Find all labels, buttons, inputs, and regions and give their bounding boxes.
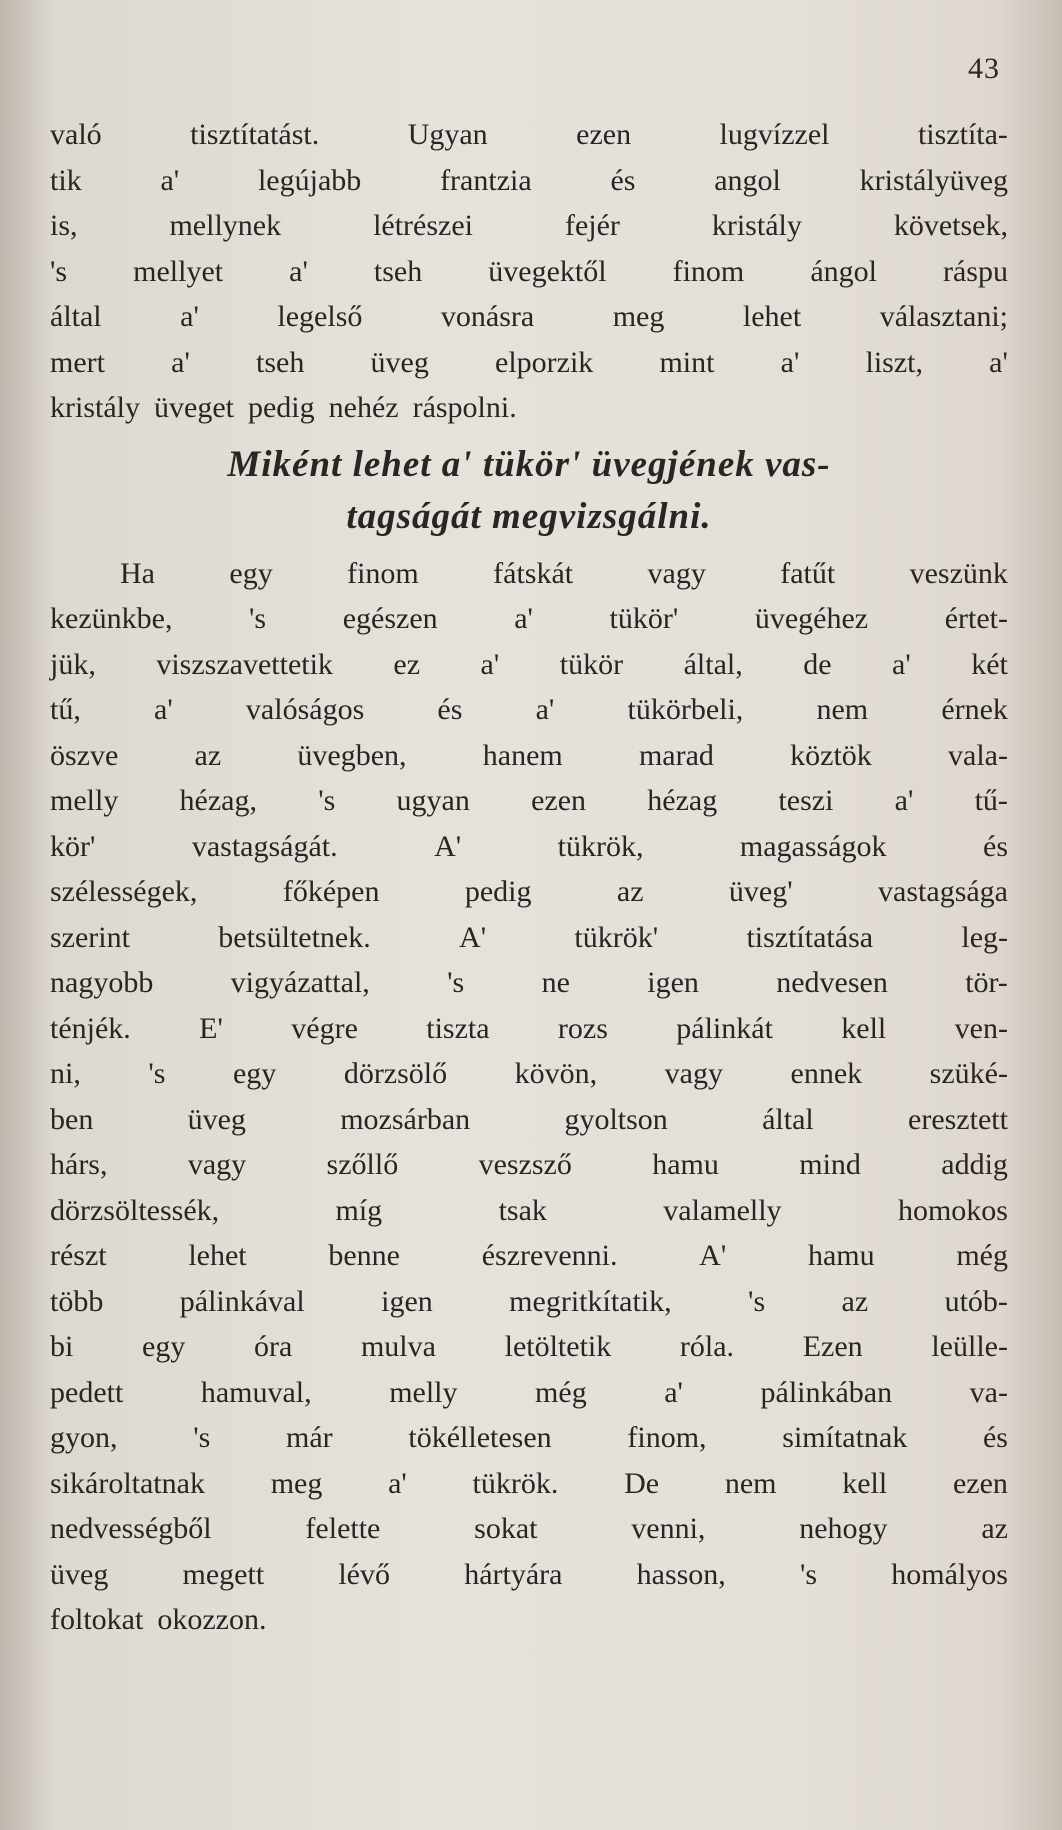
text-line: [50, 596, 1008, 642]
word: az: [841, 1284, 869, 1318]
text-line: [50, 340, 1008, 386]
word: már: [286, 1421, 333, 1454]
word: 's: [50, 254, 68, 288]
word: ni,: [50, 1057, 81, 1090]
word: Ezen: [802, 1330, 863, 1363]
word: igen: [381, 1284, 433, 1318]
word: A': [699, 1239, 727, 1272]
word: de: [803, 647, 832, 681]
word: által,: [683, 647, 743, 681]
word: követsek,: [893, 209, 1008, 242]
paragraph-1: [50, 112, 1008, 431]
word: liszt,: [865, 345, 924, 379]
word: rozs: [557, 1011, 608, 1045]
word: üveg: [187, 1102, 246, 1136]
word: sokat: [474, 1512, 538, 1545]
word: dörzsöltessék,: [50, 1193, 220, 1227]
word: a': [160, 163, 180, 197]
word: hézag: [647, 784, 718, 817]
word: E': [199, 1011, 223, 1045]
word: viszszavettetik: [156, 647, 333, 681]
word: mint: [659, 345, 715, 379]
word: üveget: [154, 391, 234, 424]
text-line: [50, 869, 1008, 915]
word: tisztítatást.: [190, 118, 320, 151]
word: a': [892, 647, 911, 681]
word: ezen: [952, 1466, 1008, 1500]
word: által: [762, 1102, 814, 1136]
word: benne: [328, 1239, 400, 1272]
word: hézag,: [179, 784, 257, 817]
word: ténjék.: [50, 1011, 131, 1045]
word: letöltetik: [504, 1330, 612, 1363]
word: vagy: [647, 556, 706, 590]
word: felette: [305, 1512, 381, 1545]
word: még: [535, 1375, 587, 1409]
word: hártyára: [464, 1557, 563, 1591]
word: üvegben,: [297, 738, 407, 772]
text-line: [50, 294, 1008, 340]
word: kövön,: [514, 1057, 598, 1090]
text-line: [50, 249, 1008, 295]
word: tsak: [498, 1193, 547, 1227]
word: való: [50, 118, 102, 151]
word: tükör': [609, 602, 679, 635]
text-line: [50, 1051, 1008, 1097]
word: mulva: [360, 1330, 436, 1363]
word: tseh: [256, 345, 305, 379]
word: szőllő: [326, 1148, 399, 1181]
word: homokos: [897, 1193, 1008, 1227]
text-line: [50, 960, 1008, 1006]
word: tű-: [974, 784, 1008, 817]
text-line: [50, 1142, 1008, 1188]
word: üvegéhez: [754, 602, 869, 635]
word: míg: [335, 1193, 383, 1227]
word: a': [480, 647, 500, 681]
word: ven-: [954, 1011, 1008, 1045]
word: vastagsága: [878, 875, 1008, 908]
text-line: [50, 1461, 1008, 1507]
word: 's: [800, 1557, 818, 1591]
word: öszve: [50, 738, 119, 772]
word: ez: [393, 647, 421, 681]
word: hasson,: [636, 1557, 726, 1591]
paragraph-2: [50, 551, 1008, 1643]
word: nehogy: [799, 1512, 888, 1545]
word: tseh: [373, 254, 423, 288]
word: szerint: [50, 920, 130, 954]
word: részt: [50, 1239, 107, 1272]
word: még: [956, 1239, 1008, 1272]
word: a': [388, 1466, 407, 1500]
word: a': [154, 693, 173, 726]
word: finom: [672, 254, 745, 288]
word: igen: [647, 966, 699, 999]
word: eresztett: [908, 1102, 1008, 1136]
word: 's: [148, 1057, 166, 1090]
word: hamu: [652, 1148, 719, 1181]
word: nedvességből: [50, 1512, 212, 1545]
word: a': [989, 345, 1008, 379]
word: vagy: [664, 1057, 723, 1090]
word: pedett: [50, 1375, 124, 1409]
word: az: [981, 1512, 1008, 1545]
word: nem: [816, 693, 869, 726]
word: meg: [612, 300, 665, 333]
word: legújabb: [257, 163, 362, 197]
word: magasságok: [739, 829, 887, 863]
word: A': [459, 920, 487, 954]
word: választani;: [879, 300, 1008, 333]
word: a': [180, 300, 199, 333]
text-line: [50, 158, 1008, 204]
word: tisztítatása: [746, 920, 874, 954]
word: üvegektől: [488, 254, 607, 288]
word: elporzik: [495, 345, 594, 379]
word: gyon,: [50, 1421, 118, 1454]
text-line: [50, 824, 1008, 870]
word: ugyan: [396, 784, 470, 817]
word: hamuval,: [200, 1375, 312, 1409]
word: tükör: [559, 647, 624, 681]
word: finom: [347, 556, 419, 590]
word: A': [434, 829, 462, 863]
word: köztök: [790, 738, 872, 772]
word: lévő: [338, 1557, 390, 1591]
word: és: [983, 829, 1008, 863]
word: vonásra: [440, 300, 535, 333]
text-line: [50, 1415, 1008, 1461]
word: tisztíta-: [917, 118, 1008, 151]
word: ezen: [576, 118, 632, 151]
word: vastagságát.: [191, 829, 338, 863]
word: leg-: [961, 920, 1008, 954]
word: kristályüveg: [859, 163, 1008, 197]
word: tökélletesen: [408, 1421, 552, 1454]
word: fátskát: [493, 556, 574, 590]
word: hanem: [482, 738, 563, 772]
word: tükrök,: [557, 829, 644, 863]
word: lugvízzel: [719, 118, 830, 151]
heading-line-1: Miként lehet a' tükör' üvegjének vas-: [227, 443, 831, 485]
word: óra: [253, 1330, 293, 1363]
word: értet-: [944, 602, 1008, 635]
word: vagy: [187, 1148, 247, 1181]
text-line: [50, 1370, 1008, 1416]
word: által: [50, 300, 102, 333]
word: ráspolni.: [412, 391, 517, 424]
word: egy: [232, 1057, 277, 1090]
word: Ha: [120, 556, 155, 590]
word: 's: [193, 1421, 211, 1454]
text-line: [50, 1188, 1008, 1234]
text-line: [50, 1097, 1008, 1143]
page-number: 43: [968, 52, 1000, 85]
word: tükrök': [574, 920, 659, 954]
word: ráspu: [943, 254, 1008, 288]
word: tükrök.: [472, 1466, 559, 1500]
word: melly: [389, 1375, 458, 1409]
word: foltokat: [50, 1603, 144, 1636]
word: ennek: [790, 1057, 863, 1090]
word: végre: [291, 1011, 358, 1045]
text-line: [50, 778, 1008, 824]
page-body: [50, 112, 1008, 1643]
word: legelső: [277, 300, 363, 333]
word: ezen: [531, 784, 587, 817]
word: két: [971, 647, 1008, 681]
word: angol: [714, 163, 781, 197]
word: dörzsölő: [343, 1057, 448, 1090]
word: betsültetnek.: [218, 920, 371, 954]
word: üveg: [370, 345, 429, 379]
word: a': [664, 1375, 683, 1409]
word: a': [171, 345, 190, 379]
word: sikároltatnak: [50, 1466, 205, 1500]
word: frantzia: [440, 163, 532, 197]
word: nem: [724, 1466, 777, 1500]
word: tör-: [965, 966, 1008, 999]
word: venni,: [631, 1512, 706, 1545]
text-line: [50, 1597, 1008, 1643]
word: De: [624, 1466, 660, 1500]
word: a': [894, 784, 914, 817]
word: egy: [229, 556, 273, 590]
text-line: [50, 1279, 1008, 1325]
word: mind: [799, 1148, 861, 1181]
word: pálinkában: [760, 1375, 893, 1409]
word: tükörbeli,: [627, 693, 744, 726]
word: nehéz: [328, 391, 399, 424]
word: róla.: [679, 1330, 735, 1363]
word: 's: [249, 602, 267, 635]
text-line: [50, 385, 1008, 431]
word: kell: [842, 1466, 888, 1500]
word: 's: [748, 1284, 766, 1318]
word: mellyet: [133, 254, 224, 288]
text-line: [50, 112, 1008, 158]
text-line: [50, 915, 1008, 961]
word: és: [982, 1421, 1008, 1454]
text-line: [50, 1506, 1008, 1552]
word: simítatnak: [782, 1421, 908, 1454]
text-line: [50, 642, 1008, 688]
word: valóságos: [245, 693, 365, 726]
word: pálinkát: [676, 1011, 773, 1045]
word: finom,: [627, 1421, 707, 1454]
word: megett: [182, 1557, 265, 1591]
text-line: [50, 1324, 1008, 1370]
word: veszünk: [909, 556, 1008, 590]
word: okozzon.: [157, 1603, 267, 1636]
word: leülle-: [931, 1330, 1008, 1363]
word: 's: [447, 966, 465, 999]
word: pedig: [247, 391, 315, 424]
word: bi: [50, 1330, 74, 1363]
word: létrészei: [373, 209, 473, 242]
word: szélességek,: [50, 875, 198, 908]
word: és: [610, 163, 636, 197]
word: va-: [969, 1375, 1008, 1409]
word: homályos: [891, 1557, 1008, 1591]
section-heading: [50, 439, 1008, 543]
word: marad: [638, 738, 714, 772]
word: pedig: [464, 875, 532, 908]
word: tiszta: [426, 1011, 490, 1045]
word: egészen: [342, 602, 438, 635]
word: melly: [50, 784, 119, 817]
word: valamelly: [663, 1193, 782, 1227]
word: szüké-: [929, 1057, 1008, 1090]
word: fejér: [564, 209, 620, 242]
word: nedvesen: [776, 966, 888, 999]
word: érnek: [941, 693, 1008, 726]
word: gyoltson: [564, 1102, 668, 1136]
word: az: [616, 875, 644, 908]
word: mert: [50, 345, 105, 379]
word: hamu: [807, 1239, 875, 1272]
word: tik: [50, 163, 82, 197]
word: több: [50, 1284, 104, 1318]
word: és: [437, 693, 463, 726]
text-line: [50, 551, 1008, 597]
word: mellynek: [169, 209, 282, 242]
word: mozsárban: [340, 1102, 471, 1136]
word: ángol: [810, 254, 877, 288]
word: pálinkával: [179, 1284, 305, 1318]
word: hárs,: [50, 1148, 108, 1181]
word: vala-: [948, 738, 1008, 772]
word: 's: [318, 784, 336, 817]
word: üveg': [728, 875, 793, 908]
word: a': [289, 254, 308, 288]
text-line: [50, 203, 1008, 249]
word: addig: [941, 1148, 1008, 1181]
word: teszi: [778, 784, 834, 817]
word: a': [780, 345, 800, 379]
word: meg: [270, 1466, 323, 1500]
word: utób-: [944, 1284, 1008, 1318]
word: kristály: [50, 391, 140, 424]
word: üveg: [50, 1557, 109, 1591]
word: kristály: [711, 209, 802, 242]
word: tű,: [50, 693, 81, 726]
word: megritkítatik,: [509, 1284, 672, 1318]
heading-line-2: tagságát megvizsgálni.: [346, 495, 712, 537]
word: jük,: [50, 647, 96, 681]
text-line: [50, 1233, 1008, 1279]
word: főképen: [282, 875, 380, 908]
word: Ugyan: [407, 118, 488, 151]
word: a': [535, 693, 555, 726]
text-line: [50, 1006, 1008, 1052]
word: ne: [541, 966, 570, 999]
word: kör': [50, 829, 96, 863]
word: fatűt: [780, 556, 836, 590]
word: lehet: [742, 300, 802, 333]
word: egy: [142, 1330, 186, 1363]
word: kell: [841, 1011, 887, 1045]
word: kezünkbe,: [50, 602, 173, 635]
word: lehet: [188, 1239, 247, 1272]
word: veszsző: [478, 1148, 572, 1181]
word: a': [514, 602, 533, 635]
text-line: [50, 687, 1008, 733]
word: nagyobb: [50, 966, 154, 999]
word: vigyázattal,: [230, 966, 370, 999]
word: az: [194, 738, 222, 772]
word: is,: [50, 209, 78, 242]
word: észrevenni.: [481, 1239, 618, 1272]
text-line: [50, 733, 1008, 779]
word: ben: [50, 1102, 94, 1136]
text-line: [50, 1552, 1008, 1598]
